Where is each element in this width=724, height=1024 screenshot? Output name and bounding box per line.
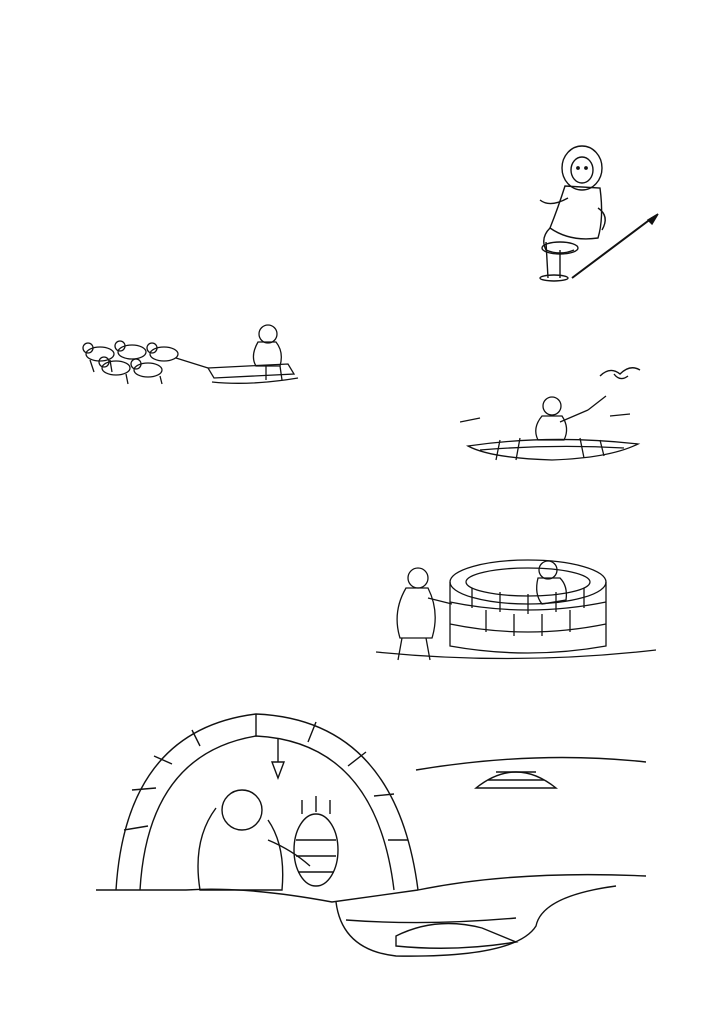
border-top-snowflakes	[22, 26, 702, 52]
border-bottom-snowflakes	[22, 978, 702, 1004]
iglu-interior-illustration	[96, 690, 646, 970]
eskimo-fishing-illustration	[520, 138, 660, 286]
building-iglu-illustration	[376, 542, 656, 668]
border-left-snowflakes	[22, 50, 48, 978]
seabird-illustration	[598, 362, 642, 388]
border-right-snowflakes	[676, 50, 702, 978]
dog-sled-illustration	[80, 312, 305, 394]
page-title	[200, 88, 524, 134]
kayak-illustration	[460, 388, 650, 472]
